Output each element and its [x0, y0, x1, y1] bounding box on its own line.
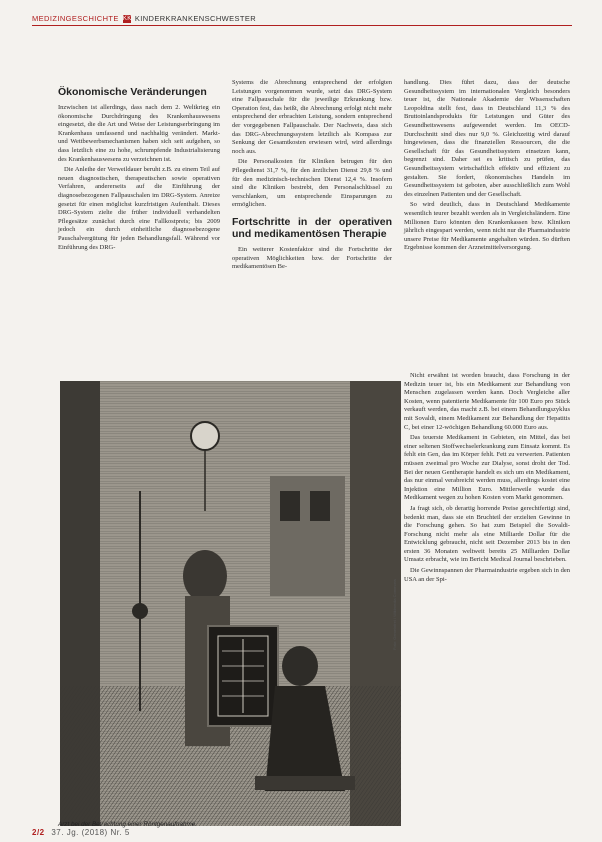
- page-footer: [32, 828, 130, 837]
- article-column-3-continued: [404, 372, 570, 586]
- paragraph: Ja fragt sich, ob derartig horrende Preise gerechtfertigt sind, bedenkt man, dass sie ein Bruchteil der erzielten Gewinne in die Forschung gehen. So hat zum Beispiel die Sovaldi-Forschung nicht mehr als eine Milliarde Dollar für die Entwicklung gebraucht, nicht seit Dezember 2013 bis in den ersten 36 Monaten weltweit bereits 25 Milliarden Dollar Umsatz erbracht, wie im Bericht Medical Journal beschrieben.: [404, 504, 570, 564]
- header-rule: [32, 25, 572, 26]
- article-column-1: [58, 86, 220, 254]
- section-heading-progress: Fortschritte in der operativen und medikamentösen Therapie: [232, 215, 392, 240]
- paragraph: Nicht erwähnt ist worden braucht, dass Forschung in der Medizin teuer ist, bis ein Medikament zur Behandlung von Menschen zugelassen werden kann. Doch Vergleiche aller Kosten, wenn patentierte Medikamente für 100 Euro pro Stück verkauft werden, das macht z.B. bei einem Behandlungszyklus mit Sovaldi, einem Medikament zur Behandlung der Hepatitis C, bei einer 12-wöchigen Behandlung 60.000 Euro aus.: [404, 372, 570, 431]
- section-label: MEDIZINGESCHICHTE: [32, 14, 119, 23]
- paragraph: Systems die Abrechnung entsprechend der erfolgten Leistungen vorgenommen wurde, setzt das DRG-System eine Fallpauschale für die jeweilige Erkrankung bzw. Operation fest, das heißt, die Abrechnung erfolgt nicht mehr entsprechend der erbrachten Leistung, sondern entsprechend der vorgegebenen Fallpauschale. Der Nachweis, dass sich das DRG-Abrechnungssystem letztlich als Kompass zur Senkung der Gesamtkosten erwiesen wird, wird allerdings noch aus.: [232, 79, 392, 155]
- paragraph: Die Gewinnspannen der Pharmaindustrie ergeben sich in den USA an der Spi-: [404, 567, 570, 583]
- historical-engraving: [60, 381, 401, 826]
- section-separator-icon: KK: [122, 15, 132, 22]
- paragraph: So wird deutlich, dass in Deutschland Medikamente wesentlich teurer bezahlt werden als in Vergleichsländern. Eine Millionen Euro könnten den Krankenkassen bzw. Kliniken jährlich eingespart werden, wenn nicht nur die Pharmaindustrie unsere Preise für Medikamente angehalten würden. So dürften Ergebnisse kommen der Arzneimittelversorgung.: [404, 201, 570, 252]
- journal-mark: 2/2: [32, 828, 45, 837]
- subsection-label: KINDERKRANKENSCHWESTER: [134, 14, 257, 23]
- figure-caption: Arzt bei der Betrachtung einer Röntgenaufnahme.: [58, 821, 197, 828]
- paragraph: Ein weiterer Kostenfaktor sind die Fortschritte der operativen Möglichkeiten bzw. der Fortschritte der medikamentösen Be-: [232, 245, 392, 271]
- paragraph: Das teuerste Medikament in Gebieten, ein Mittel, das bei einer seltenen Stoffwechselerkrankung zum Einsatz kommt. Es fehlt ein Gen, das im Körper fehlt. Fett zu verwerten. Patienten müssen zweimal pro Woche zur Dialyse, sonst droht der Tod. Bei der neuen Gentherapie handelt es sich um ein Medikament, das nur einmal verabreicht werden muss, allerdings kostet eine Injektion eine Million Euro. Mittlerweile wurde das Medikament wegen zu hohen Kosten vom Markt genommen.: [404, 434, 570, 502]
- engraving-illustration: [60, 381, 401, 826]
- article-column-3: [404, 79, 570, 255]
- section-heading-economic: Ökonomische Veränderungen: [58, 86, 207, 98]
- paragraph: Die Personalkosten für Kliniken betrugen für den Pflegedienst 31,7 %, für den ärztlichen Dienst 29,8 % und für den medizinisch-technischen Dienst 12,4 %. Insofern sind die Kliniken bestrebt, den Personalschlüssel zu verschlanken, um entsprechende Einsparungen zu ermöglichen.: [232, 158, 392, 209]
- paragraph: Inzwischen ist allerdings, dass nach dem 2. Weltkrieg ein ökonomische Durchdringung des Krankenhauswesens eingesetzt, die die Art und Weise der Leistungserbringung im Krankenhaus umfassend und nachhaltig verändert. Markt- und Wettbewerbsmechanismen haben sich seit aufgehen, so dass letztlich eine zu hohe, schrumpfende Industrialisierung des Krankenhauswesens zu verzeichnen ist.: [58, 104, 220, 163]
- photo-credit: Foto: Gemeinfrei / Wikimedia Commons: [392, 579, 397, 650]
- issue-info: 37. Jg. (2018) Nr. 5: [51, 828, 130, 837]
- running-header: [32, 14, 572, 23]
- article-column-2: [232, 79, 392, 274]
- paragraph: handlung. Dies führt dazu, dass der deutsche Gesundheitssystem im internationalen Vergleich besonders teuer ist, die Nationale Akademie der Wissenschaften Leopoldina stellt fest, dass in Deutschland 11,3 % des Bruttoinlandsprodukts für Leistungen und Güter des Gesundheitswesens aufgewendet werden. Im OECD-Durchschnitt sind dies nur 9,0 %. Gleichzeitig wird darauf hingewiesen, dass die finanziellen Ressourcen, die die Gesellschaft für das Gesundheitssystem einsetzen kann, begrenzt sind. Daher sei es kritisch zu prüfen, das Gesundheitssystem wirtschaftlich effektiv und effizient zu gestalten. Sie fordert, ökonomisches Handeln im Gesundheitssystem ist geboten, aber ausschließlich zum Wohl des einzelnen Patienten und der Gesellschaft.: [404, 79, 570, 198]
- paragraph: Die Anleihe der Verweildauer beruht z.B. zu einem Teil auf neuen diagnostischen, therapeutischen sowie operativen Verfahren, andererseits auf die Einführung der diagnosebezogenen Fallpauschalen im DRG-System. Anreize gesetzt für einen möglichst kurzfristigen Aufenthalt. Dieses DRG-System zielte die früher individuell verhandelten Pflegesätze zunächst durch eine Fallkostpreis; bis 2009 jedoch ein durch einheitliche diagnosebezogene Pauschalvergütung für jeden Behandlungsfall. Während vor Einführung des DRG-: [58, 166, 220, 251]
